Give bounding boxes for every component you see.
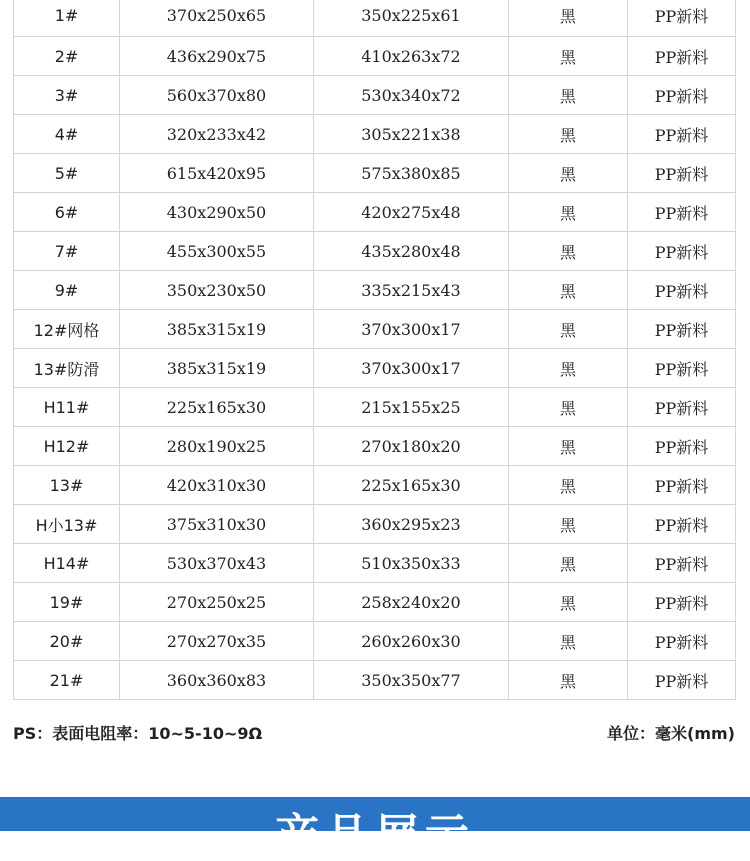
outer-size-cell: 530x370x43 xyxy=(120,544,314,583)
outer-size-cell: 420x310x30 xyxy=(120,466,314,505)
model-cell: 6# xyxy=(14,193,120,232)
spec-table xyxy=(13,0,736,700)
model-cell: 13# xyxy=(14,466,120,505)
color-cell: 黑 xyxy=(509,349,628,388)
outer-size-cell: 350x230x50 xyxy=(120,271,314,310)
table-row xyxy=(14,349,736,388)
outer-size-cell: 360x360x83 xyxy=(120,661,314,700)
table-row xyxy=(14,544,736,583)
inner-size-cell: 215x155x25 xyxy=(314,388,509,427)
material-cell: PP新料 xyxy=(628,76,736,115)
model-cell: 1# xyxy=(14,0,120,37)
material-cell: PP新料 xyxy=(628,427,736,466)
color-cell: 黑 xyxy=(509,466,628,505)
color-cell: 黑 xyxy=(509,37,628,76)
inner-size-cell: 530x340x72 xyxy=(314,76,509,115)
color-cell: 黑 xyxy=(509,505,628,544)
unit-note: 单位：毫米(mm) xyxy=(607,724,735,743)
model-cell: 21# xyxy=(14,661,120,700)
color-cell: 黑 xyxy=(509,310,628,349)
color-cell: 黑 xyxy=(509,661,628,700)
inner-size-cell: 335x215x43 xyxy=(314,271,509,310)
material-cell: PP新料 xyxy=(628,193,736,232)
inner-size-cell: 420x275x48 xyxy=(314,193,509,232)
inner-size-cell: 510x350x33 xyxy=(314,544,509,583)
table-row xyxy=(14,622,736,661)
inner-size-cell: 575x380x85 xyxy=(314,154,509,193)
color-cell: 黑 xyxy=(509,583,628,622)
material-cell: PP新料 xyxy=(628,388,736,427)
table-row xyxy=(14,76,736,115)
model-cell: 19# xyxy=(14,583,120,622)
table-row xyxy=(14,37,736,76)
color-cell: 黑 xyxy=(509,544,628,583)
color-cell: 黑 xyxy=(509,427,628,466)
material-cell: PP新料 xyxy=(628,271,736,310)
color-cell: 黑 xyxy=(509,154,628,193)
model-cell: H12# xyxy=(14,427,120,466)
outer-size-cell: 385x315x19 xyxy=(120,349,314,388)
outer-size-cell: 455x300x55 xyxy=(120,232,314,271)
table-row xyxy=(14,115,736,154)
material-cell: PP新料 xyxy=(628,349,736,388)
color-cell: 黑 xyxy=(509,271,628,310)
outer-size-cell: 615x420x95 xyxy=(120,154,314,193)
color-cell: 黑 xyxy=(509,0,628,37)
model-cell: 12#网格 xyxy=(14,310,120,349)
material-cell: PP新料 xyxy=(628,0,736,37)
table-row xyxy=(14,232,736,271)
material-cell: PP新料 xyxy=(628,583,736,622)
inner-size-cell: 350x350x77 xyxy=(314,661,509,700)
model-cell: H14# xyxy=(14,544,120,583)
inner-size-cell: 270x180x20 xyxy=(314,427,509,466)
material-cell: PP新料 xyxy=(628,232,736,271)
table-row xyxy=(14,388,736,427)
color-cell: 黑 xyxy=(509,388,628,427)
table-row xyxy=(14,466,736,505)
model-cell: 13#防滑 xyxy=(14,349,120,388)
model-cell: 3# xyxy=(14,76,120,115)
material-cell: PP新料 xyxy=(628,466,736,505)
color-cell: 黑 xyxy=(509,115,628,154)
color-cell: 黑 xyxy=(509,76,628,115)
outer-size-cell: 375x310x30 xyxy=(120,505,314,544)
material-cell: PP新料 xyxy=(628,310,736,349)
inner-size-cell: 360x295x23 xyxy=(314,505,509,544)
outer-size-cell: 385x315x19 xyxy=(120,310,314,349)
spec-table-body xyxy=(14,0,736,700)
inner-size-cell: 410x263x72 xyxy=(314,37,509,76)
model-cell: 20# xyxy=(14,622,120,661)
table-row xyxy=(14,427,736,466)
material-cell: PP新料 xyxy=(628,622,736,661)
inner-size-cell: 225x165x30 xyxy=(314,466,509,505)
outer-size-cell: 430x290x50 xyxy=(120,193,314,232)
color-cell: 黑 xyxy=(509,232,628,271)
inner-size-cell: 370x300x17 xyxy=(314,310,509,349)
inner-size-cell: 260x260x30 xyxy=(314,622,509,661)
color-cell: 黑 xyxy=(509,193,628,232)
material-cell: PP新料 xyxy=(628,544,736,583)
table-row xyxy=(14,271,736,310)
outer-size-cell: 560x370x80 xyxy=(120,76,314,115)
outer-size-cell: 270x250x25 xyxy=(120,583,314,622)
surface-resistivity-note: PS：表面电阻率：10~5-10~9Ω xyxy=(13,724,263,743)
material-cell: PP新料 xyxy=(628,154,736,193)
material-cell: PP新料 xyxy=(628,115,736,154)
inner-size-cell: 435x280x48 xyxy=(314,232,509,271)
section-banner xyxy=(0,797,750,861)
outer-size-cell: 370x250x65 xyxy=(120,0,314,37)
table-row xyxy=(14,154,736,193)
outer-size-cell: 270x270x35 xyxy=(120,622,314,661)
color-cell: 黑 xyxy=(509,622,628,661)
table-row xyxy=(14,505,736,544)
model-cell: H11# xyxy=(14,388,120,427)
model-cell: H小13# xyxy=(14,505,120,544)
model-cell: 7# xyxy=(14,232,120,271)
table-row xyxy=(14,310,736,349)
banner-title: 产品展示 xyxy=(275,810,475,861)
model-cell: 2# xyxy=(14,37,120,76)
outer-size-cell: 280x190x25 xyxy=(120,427,314,466)
table-row xyxy=(14,661,736,700)
model-cell: 4# xyxy=(14,115,120,154)
model-cell: 9# xyxy=(14,271,120,310)
outer-size-cell: 225x165x30 xyxy=(120,388,314,427)
model-cell: 5# xyxy=(14,154,120,193)
outer-size-cell: 320x233x42 xyxy=(120,115,314,154)
material-cell: PP新料 xyxy=(628,661,736,700)
inner-size-cell: 258x240x20 xyxy=(314,583,509,622)
table-row xyxy=(14,193,736,232)
material-cell: PP新料 xyxy=(628,505,736,544)
table-row xyxy=(14,583,736,622)
inner-size-cell: 350x225x61 xyxy=(314,0,509,37)
inner-size-cell: 305x221x38 xyxy=(314,115,509,154)
inner-size-cell: 370x300x17 xyxy=(314,349,509,388)
outer-size-cell: 436x290x75 xyxy=(120,37,314,76)
material-cell: PP新料 xyxy=(628,37,736,76)
table-row xyxy=(14,0,736,37)
